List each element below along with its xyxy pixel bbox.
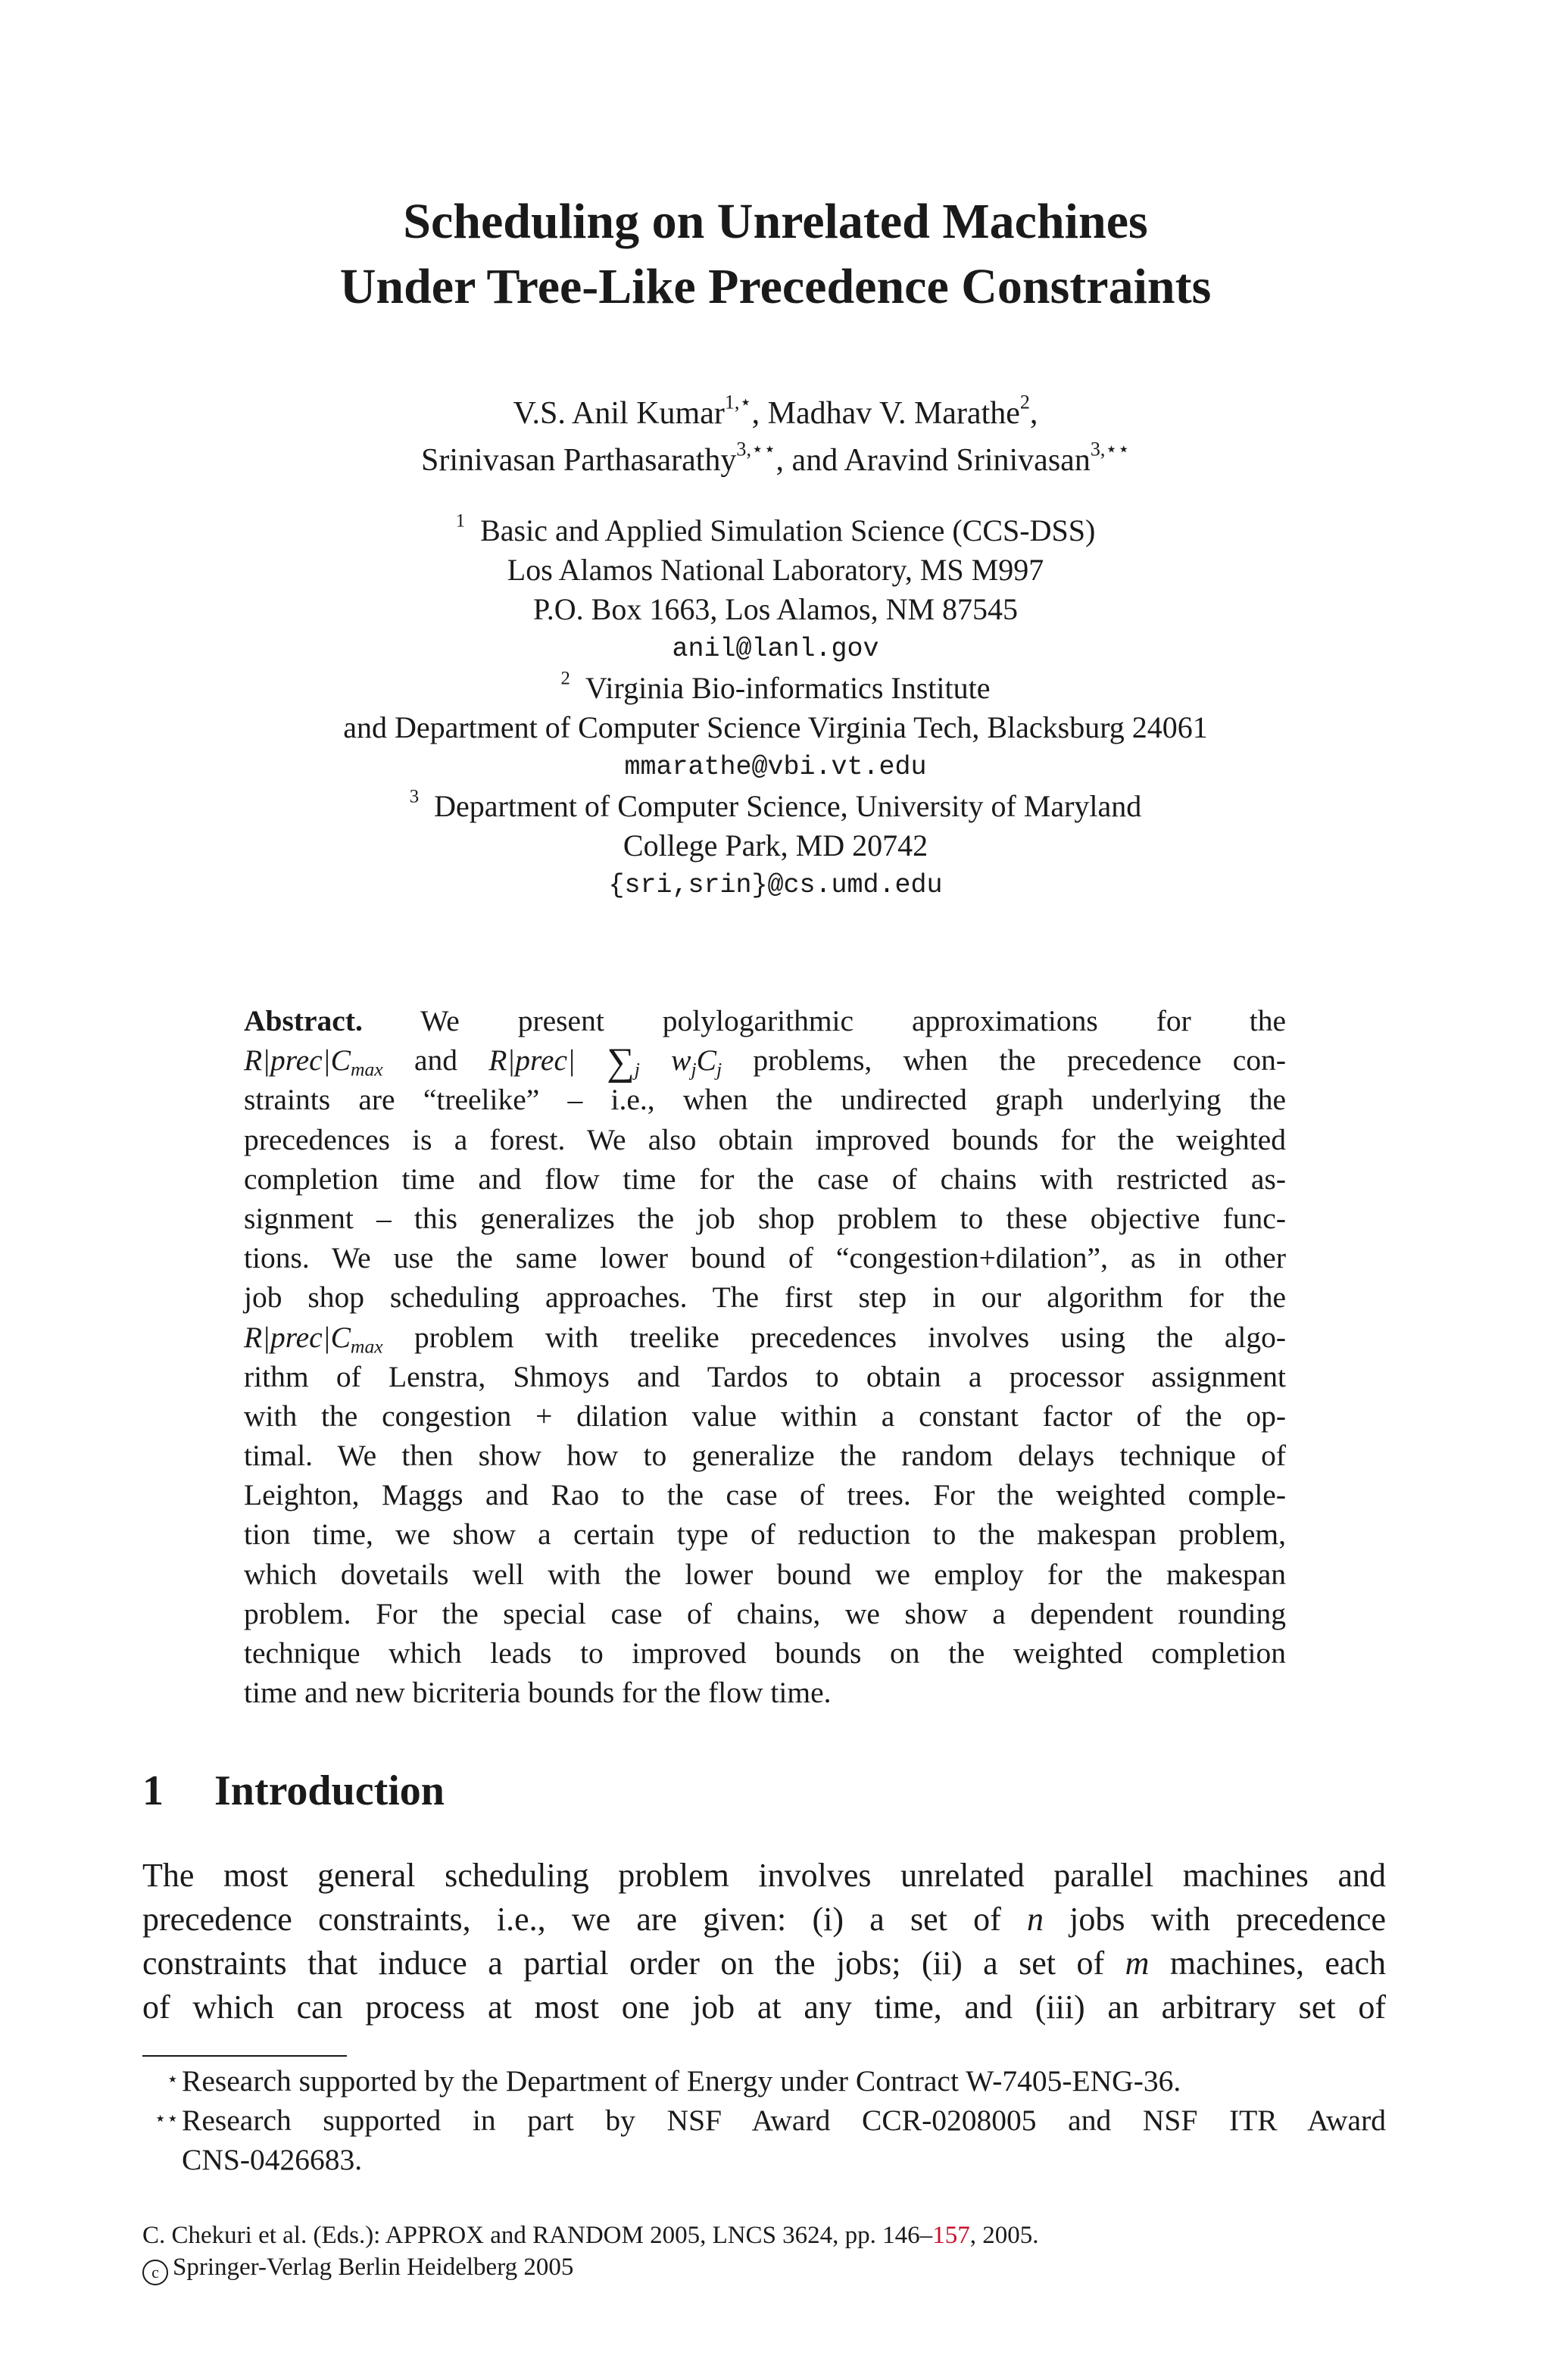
sum-symbol: ∑	[607, 1040, 635, 1084]
author-affil-mark: 1,⋆	[724, 391, 752, 413]
author-name: Aravind Srinivasan	[844, 443, 1091, 478]
footnote-1	[142, 2061, 1386, 2101]
affiliation-3-line-2: College Park, MD 20742	[623, 828, 928, 862]
abstract-label: Abstract.	[244, 1004, 363, 1037]
affiliation-3-email[interactable]: {sri,srin}@cs.umd.edu	[608, 870, 943, 900]
affiliation-number: 2	[560, 668, 570, 689]
math-symbol: R	[244, 1043, 263, 1078]
intro-line	[142, 1898, 1386, 1942]
math-symbol: |prec|C	[262, 1043, 351, 1078]
math-subscript: max	[350, 1058, 383, 1081]
intro-text: machines, each	[1169, 1945, 1387, 1982]
abstract-line: job shop scheduling approaches. The first step in our algorithm for the	[244, 1280, 1286, 1315]
affiliation-1-line-3: P.O. Box 1663, Los Alamos, NM 87545	[532, 592, 1019, 626]
intro-text: precedence constraints, i.e., we are given: (i) a set of	[142, 1901, 1001, 1938]
abstract-line: completion time and flow time for the case of chains with restricted as-	[244, 1162, 1286, 1196]
affiliation-1-line-1	[0, 511, 1551, 551]
affiliation-number: 3	[409, 786, 420, 807]
affiliation-1-email[interactable]: anil@lanl.gov	[672, 634, 879, 664]
section-number: 1	[142, 1767, 164, 1814]
math-subscript: max	[350, 1335, 383, 1358]
title-line-2: Under Tree-Like Precedence Constraints	[339, 259, 1212, 314]
abstract-text: problem with treelike precedences involves using the algo-	[382, 1320, 1286, 1354]
math-symbol: w	[671, 1043, 691, 1078]
publication-info	[142, 2219, 1038, 2285]
footnote-mark: ⋆	[166, 2068, 179, 2090]
author-affil-mark: 3,⋆⋆	[1090, 438, 1130, 460]
copyright-icon: c	[142, 2260, 168, 2285]
footnote-mark: ⋆⋆	[154, 2107, 179, 2129]
abstract-text: We present polylogarithmic approximations for the	[420, 1004, 1286, 1037]
publication-text: C. Chekuri et al. (Eds.): APPROX and RANDOM 2005, LNCS 3624, pp. 146–	[142, 2222, 933, 2249]
footnote-2	[142, 2101, 1386, 2179]
abstract-line: tion time, we show a certain type of reduction to the makespan problem,	[244, 1518, 1286, 1552]
author-name: V.S. Anil Kumar	[513, 396, 725, 431]
abstract-line	[244, 1040, 1286, 1084]
abstract-line: which dovetails well with the lower bound we employ for the makespan	[244, 1557, 1286, 1591]
publication-text: , 2005.	[969, 2222, 1039, 2249]
publication-line-1	[142, 2219, 1038, 2251]
affiliation-text: Basic and Applied Simulation Science (CCS-DSS)	[480, 513, 1096, 547]
abstract	[244, 1001, 1286, 1712]
math-symbol: m	[1125, 1945, 1150, 1982]
affiliation-text: Virginia Bio-informatics Institute	[585, 671, 991, 705]
author-list	[0, 390, 1551, 484]
author-separator: ,	[1029, 396, 1038, 431]
affiliation-number: 1	[455, 510, 466, 532]
footnote-text: Research supported in part by NSF Award CCR-0208005 and NSF ITR Award	[182, 2104, 1386, 2137]
abstract-line: technique which leads to improved bounds on the weighted completion	[244, 1636, 1286, 1670]
intro-text: jobs with precedence	[1069, 1901, 1387, 1938]
affiliation-2-email[interactable]: mmarathe@vbi.vt.edu	[624, 752, 927, 782]
abstract-line: problem. For the special case of chains, we show a dependent rounding	[244, 1596, 1286, 1630]
abstract-line: straints are “treelike” – i.e., when the undirected graph underlying the	[244, 1083, 1286, 1117]
abstract-line: tions. We use the same lower bound of “congestion+dilation”, as in other	[244, 1241, 1286, 1275]
abstract-line: Leighton, Maggs and Rao to the case of trees. For the weighted comple-	[244, 1478, 1286, 1512]
author-name: Madhav V. Marathe	[767, 396, 1020, 431]
affiliations	[0, 511, 1551, 905]
intro-line: The most general scheduling problem involves unrelated parallel machines and	[142, 1857, 1386, 1894]
title-line-1: Scheduling on Unrelated Machines	[403, 194, 1148, 249]
math-subscript: j	[691, 1058, 697, 1081]
abstract-line: time and new bicriteria bounds for the flow time.	[244, 1676, 832, 1710]
section-title: Introduction	[214, 1767, 445, 1814]
affiliation-text: Department of Computer Science, University of Maryland	[434, 789, 1142, 823]
paper-title	[0, 189, 1551, 320]
math-subscript: j	[634, 1058, 640, 1081]
author-line-1	[0, 390, 1551, 437]
copyright-text: Springer-Verlag Berlin Heidelberg 2005	[173, 2254, 574, 2281]
math-symbol: R|prec|C	[244, 1320, 351, 1354]
author-line-2	[0, 437, 1551, 484]
author-name: Srinivasan Parthasarathy	[421, 443, 737, 478]
abstract-text: and	[382, 1043, 489, 1078]
page-range-link[interactable]: 157	[932, 2222, 970, 2249]
intro-text: constraints that induce a partial order on the jobs; (ii) a set of	[142, 1945, 1105, 1982]
math-symbol: n	[1026, 1901, 1044, 1938]
affiliation-2-line-2: and Department of Computer Science Virginia Tech, Blacksburg 24061	[343, 710, 1208, 744]
abstract-text: problems, when the precedence con-	[722, 1043, 1286, 1078]
intro-paragraph	[142, 1854, 1386, 2029]
abstract-line: precedences is a forest. We also obtain improved bounds for the weighted	[244, 1122, 1286, 1156]
affiliation-3-line-1	[0, 787, 1551, 826]
author-separator: ,	[751, 396, 768, 431]
abstract-line: timal. We then show how to generalize the random delays technique of	[244, 1439, 1286, 1473]
footnotes	[142, 2061, 1386, 2179]
publication-line-2	[142, 2251, 1038, 2285]
abstract-line: signment – this generalizes the job shop problem to these objective func-	[244, 1201, 1286, 1235]
affiliation-1-line-2: Los Alamos National Laboratory, MS M997	[507, 553, 1044, 587]
abstract-line	[244, 1318, 1286, 1357]
abstract-line: with the congestion + dilation value within a constant factor of the op-	[244, 1399, 1286, 1433]
abstract-line: rithm of Lenstra, Shmoys and Tardos to obtain a processor assignment	[244, 1359, 1286, 1393]
affiliation-2-line-1	[0, 669, 1551, 708]
footnote-rule	[142, 2055, 347, 2057]
intro-line	[142, 1942, 1386, 1985]
intro-line: of which can process at most one job at any time, and (iii) an arbitrary set of	[142, 1989, 1386, 2026]
author-affil-mark: 3,⋆⋆	[736, 438, 776, 460]
section-heading	[142, 1764, 445, 1817]
math-symbol: C	[696, 1043, 717, 1078]
author-separator: , and	[776, 443, 844, 478]
footnote-text: Research supported by the Department of Energy under Contract W-7405-ENG-36.	[182, 2064, 1181, 2098]
author-affil-mark: 2	[1019, 391, 1030, 413]
math-symbol: R|prec|	[488, 1043, 576, 1078]
math-subscript: j	[716, 1058, 722, 1081]
abstract-line	[244, 1001, 1286, 1040]
footnote-text: CNS-0426683.	[182, 2143, 363, 2176]
